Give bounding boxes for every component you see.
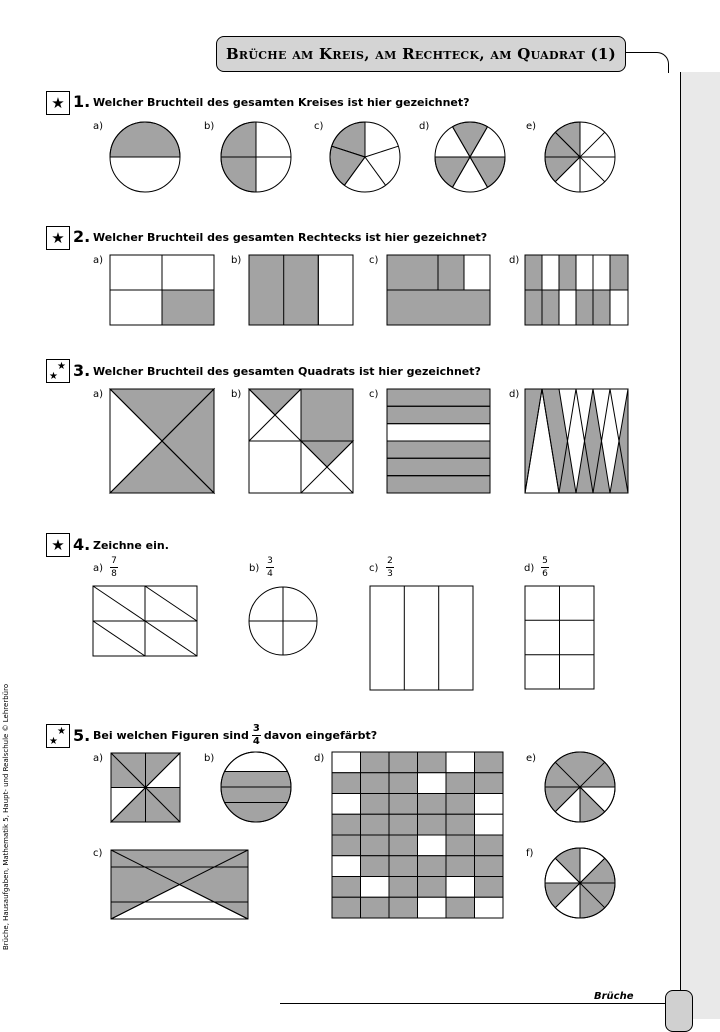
grid-cell (361, 877, 390, 898)
footer-line (280, 1003, 680, 1004)
task-number: 3. (73, 361, 91, 380)
circle-eighths-f (545, 848, 615, 918)
task-number: 1. (73, 92, 91, 111)
grid-cell (389, 856, 418, 877)
grid-cell (446, 794, 475, 815)
grid-cell (361, 897, 390, 918)
grid-cell (389, 752, 418, 773)
grid-cell (389, 835, 418, 856)
fraction-label: 5 6 (542, 556, 548, 579)
grid-cell (332, 856, 361, 877)
sub-label: a) (93, 753, 104, 764)
sub-label: d) (314, 753, 325, 764)
task-number: 4. (73, 535, 91, 554)
grid-cell (418, 835, 447, 856)
sub-label: b) (204, 121, 215, 132)
question-fraction: $\frac{3}{4}$ (252, 723, 260, 747)
sub-label: b) (231, 255, 242, 266)
sub-label: b) (231, 389, 242, 400)
circle-eighths-e (545, 752, 615, 822)
fraction-label: 3 4 (267, 556, 273, 579)
grid-cell (361, 773, 390, 794)
grid-cell (389, 773, 418, 794)
sub-label: c) (369, 389, 379, 400)
sub-label: e) (526, 753, 537, 764)
difficulty-stars-icon: ★ ★ (46, 359, 70, 383)
grid-cell (361, 752, 390, 773)
task-question: Welcher Bruchteil des gesamten Kreises ist hier gezeichnet? (93, 96, 470, 109)
sub-label: a) (93, 121, 104, 132)
sub-label: f) (526, 848, 534, 859)
grid-cell (332, 814, 361, 835)
grid-cell (389, 814, 418, 835)
grid-cell (332, 897, 361, 918)
fraction-label: 2 3 (387, 556, 393, 579)
grid-cell (361, 856, 390, 877)
sub-label: c) (369, 255, 379, 266)
grid-cell (446, 835, 475, 856)
sub-label: b) (249, 563, 260, 574)
task-question: Bei welchen Figuren sind $\frac{3}{4}$ davon eingefärbt? (93, 723, 378, 747)
side-copyright-note: Brüche, Hausaufgaben, Mathematik 5, Haupt- und Realschule © Lehrerbüro (2, 683, 10, 950)
sub-label: d) (419, 121, 430, 132)
sub-label: d) (509, 255, 520, 266)
grid-cell (475, 856, 504, 877)
task-question: Welcher Bruchteil des gesamten Quadrats ist hier gezeichnet? (93, 365, 481, 378)
grid-cell (361, 794, 390, 815)
grid-cell (475, 814, 504, 835)
grid-cell (475, 752, 504, 773)
sub-label: a) (93, 389, 104, 400)
grid-cell (389, 897, 418, 918)
grid-cell (332, 877, 361, 898)
grid-cell (446, 752, 475, 773)
grid-cell (475, 897, 504, 918)
grid-cell (389, 877, 418, 898)
task-number: 2. (73, 227, 91, 246)
grid-cell (418, 897, 447, 918)
circle-bands (221, 752, 291, 822)
sub-label: d) (524, 563, 535, 574)
sub-label: c) (314, 121, 324, 132)
sub-label: d) (509, 389, 520, 400)
grid-cell (475, 835, 504, 856)
grid-cell (446, 814, 475, 835)
difficulty-stars-icon: ★ ★ (46, 724, 70, 748)
square-grid (332, 752, 503, 918)
sub-label: c) (369, 563, 379, 574)
grid-cell (361, 835, 390, 856)
grid-cell (361, 814, 390, 835)
square-eighths (111, 753, 180, 822)
grid-cell (332, 773, 361, 794)
page-title: Brüche am Kreis, am Rechteck, am Quadrat (1) (216, 36, 626, 72)
task-question: Zeichne ein. (93, 539, 169, 552)
task-number: 5. (73, 726, 91, 745)
grid-cell (446, 877, 475, 898)
rectangle-cross (111, 850, 248, 919)
grid-cell (446, 773, 475, 794)
fraction-label: 7 8 (111, 556, 117, 579)
grid-cell (446, 856, 475, 877)
difficulty-star-icon: ★ (46, 533, 70, 557)
grid-cell (418, 877, 447, 898)
footer-label: Brüche (594, 991, 634, 1002)
grid-cell (418, 856, 447, 877)
difficulty-star-icon: ★ (46, 91, 70, 115)
grid-cell (475, 773, 504, 794)
grid-cell (475, 877, 504, 898)
grid-cell (389, 794, 418, 815)
sub-label: e) (526, 121, 537, 132)
footer-tab (665, 990, 693, 1032)
sub-label: a) (93, 563, 104, 574)
grid-cell (418, 773, 447, 794)
grid-cell (446, 897, 475, 918)
grid-cell (418, 794, 447, 815)
grid-cell (332, 752, 361, 773)
sub-label: c) (93, 848, 103, 859)
difficulty-star-icon: ★ (46, 226, 70, 250)
sub-label: b) (204, 753, 215, 764)
sub-label: a) (93, 255, 104, 266)
grid-cell (418, 752, 447, 773)
grid-cell (332, 835, 361, 856)
task-question: Welcher Bruchteil des gesamten Rechtecks ist hier gezeichnet? (93, 231, 488, 244)
grid-cell (418, 814, 447, 835)
grid-cell (332, 794, 361, 815)
grid-cell (475, 794, 504, 815)
